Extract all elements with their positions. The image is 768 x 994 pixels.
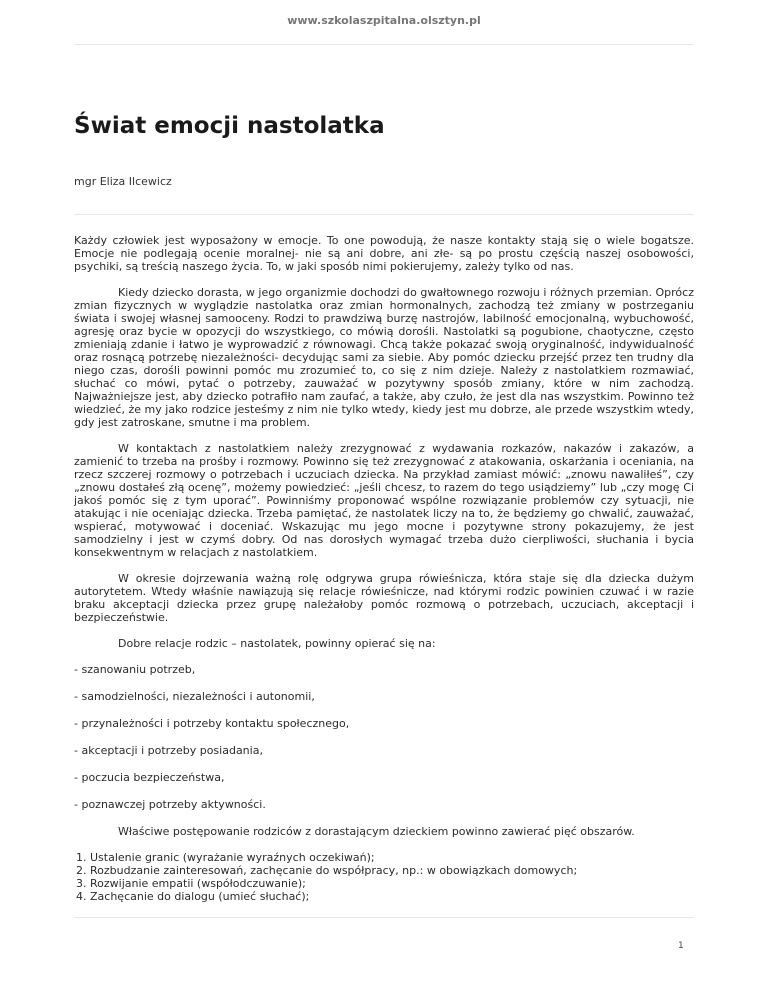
article-author: mgr Eliza Ilcewicz xyxy=(74,175,172,188)
paragraph-relations-intro: Dobre relacje rodzic – nastolatek, powinny opierać się na: xyxy=(118,637,436,650)
page-number: 1 xyxy=(678,941,684,951)
needs-list-item: - samodzielności, niezależności i autonomii, xyxy=(74,690,315,703)
areas-list-item: 4. Zachęcanie do dialogu (umieć słuchać); xyxy=(90,890,694,903)
footer-divider xyxy=(74,917,694,918)
paragraph-peer-group: W okresie dojrzewania ważną rolę odgrywa grupa rówieśnicza, która staje się dla dziecka dużym autorytetem. Wtedy właśnie nawiązują się relacje rówieśnicze, nad którymi rodzic powinien czuwać i w razie braku akceptacji dziecka przez grupę należałoby pomóc rozmową o potrzebach, uczuciach, akceptacji i bezpieczeństwie. xyxy=(74,572,694,624)
paragraph-adolescence: Kiedy dziecko dorasta, w jego organizmie dochodzi do gwałtownego rozwoju i różnych przemian. Oprócz zmian fizycznych w wyglądzie nastolatka oraz zmian hormonalnych, zachodzą też zmiany w postrzeganiu świata i swojej własnej samooceny. Rodzi to prawdziwą burzę nastrojów, labilność emocjonalną, wybuchowość, agresję oraz bycie w opozycji do wszystkiego, co mówią dorośli. Nastolatki są pogubione, chaotyczne, często zmieniają zdanie i łatwo je wyprowadzić z równowagi. Chcą także pokazać swoją oryginalność, indywidualność oraz rosnącą potrzebę niezależności- decydując sami za siebie. Aby pomóc dziecku przejść przez ten trudny dla niego czas, dorośli powinni pomóc mu zrozumieć to, co się z nim dzieje. Należy z nastolatkiem rozmawiać, słuchać co mówi, pytać o potrzeby, zauważać w pozytywny sposób zmiany, które w nim zachodzą. Najważniejsze jest, aby dziecko potrafiło nam zaufać, a także, aby czuło, że jest dla nas wszystkim. Powinno też wiedzieć, że my jako rodzice jesteśmy z nim nie tylko wtedy, kiedy jest mu dobrze, ale przede wszystkim wtedy, gdy jest zatroskane, smutne i ma problem. xyxy=(74,286,694,429)
needs-list-item: - poznawczej potrzeby aktywności. xyxy=(74,798,266,811)
needs-list-item: - akceptacji i potrzeby posiadania, xyxy=(74,744,263,757)
title-divider xyxy=(74,214,694,215)
needs-list-item: - poczucia bezpieczeństwa, xyxy=(74,771,225,784)
paragraph-areas-intro: Właściwe postępowanie rodziców z dorastającym dzieckiem powinno zawierać pięć obszarów. xyxy=(118,825,635,838)
areas-list-item: 1. Ustalenie granic (wyrażanie wyraźnych oczekiwań); xyxy=(90,851,694,864)
needs-list-item: - szanowaniu potrzeb, xyxy=(74,663,196,676)
article-title: Świat emocji nastolatka xyxy=(74,113,385,139)
needs-list-item: - przynależności i potrzeby kontaktu społecznego, xyxy=(74,717,350,730)
areas-list-item: 3. Rozwijanie empatii (współodczuwanie); xyxy=(90,877,694,890)
areas-list xyxy=(74,851,694,903)
paragraph-intro: Każdy człowiek jest wyposażony w emocje. To one powodują, że nasze kontakty stają się o wiele bogatsze. Emocje nie podlegają ocenie moralnej- nie są ani dobre, ani złe- są po prostu częścią naszej osobowości, psychiki, są treścią naszego życia. To, w jaki sposób nimi pokierujemy, zależy tylko od nas. xyxy=(74,234,694,273)
site-url-header: www.szkolaszpitalna.olsztyn.pl xyxy=(287,14,481,27)
header-divider xyxy=(74,44,694,45)
areas-list-item: 2. Rozbudzanie zainteresowań, zachęcanie do współpracy, np.: w obowiązkach domowych; xyxy=(90,864,694,877)
paragraph-communication: W kontaktach z nastolatkiem należy zrezygnować z wydawania rozkazów, nakazów i zakazów, a zamienić to trzeba na prośby i rozmowy. Powinno się też zrezygnować z atakowania, oskarżania i oceniania, na rzecz szczerej rozmowy o potrzebach i uczuciach dziecka. Na przykład zamiast mówić: „znowu nawaliłeś”, czy „znowu dostałeś złą ocenę”, możemy powiedzieć: „jeśli chcesz, to razem do tego usiądziemy” lub „czy mogę Ci jakoś pomóc się z tym uporać”. Powinniśmy proponować wspólne rozwiązanie problemów czy sytuacji, nie atakując i nie oceniając dziecka. Trzeba pamiętać, że nastolatek liczy na to, że będziemy go chwalić, zauważać, wspierać, motywować i doceniać. Wskazując mu jego mocne i pozytywne strony pokazujemy, że jest samodzielny i jest w czymś dobry. Od nas dorosłych wymagać trzeba dużo cierpliwości, słuchania i bycia konsekwentnym w relacjach z nastolatkiem. xyxy=(74,442,694,559)
article-body xyxy=(74,234,694,903)
